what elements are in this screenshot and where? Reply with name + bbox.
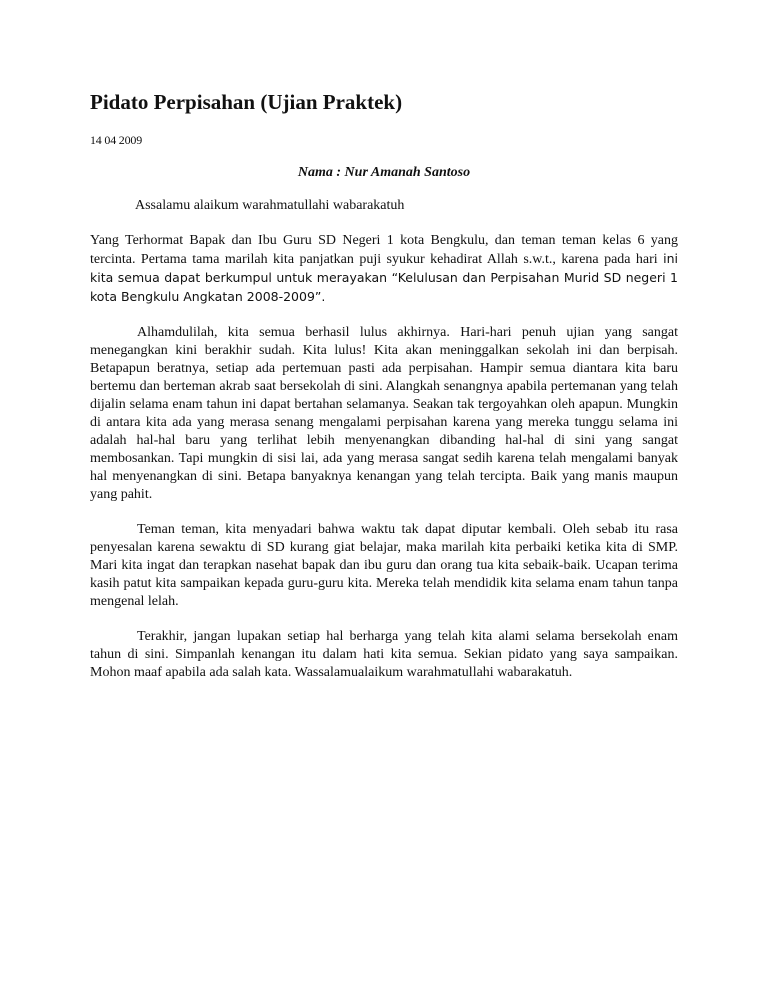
document-date: 14 04 2009	[90, 133, 143, 147]
paragraph-graduation: Alhamdulilah, kita semua berhasil lulus akhirnya. Hari-hari penuh ujian yang sangat menegangkan kini berakhir sudah. Kita lulus! Kita akan meninggalkan sekolah ini dan berpisah. Betapapun beratnya, setiap ada pertemuan pasti ada perpisahan. Hampir semua diantara kita baru bertemu dan berteman akrab saat bersekolah di sini. Alangkah senangnya apabila pertemanan yang telah dijalin selama enam tahun ini dapat bertahan selamanya. Seakan tak tergoyahkan oleh apapun. Mungkin di antara kita ada yang merasa senang mengalami perpisahan karena yang mereka tunggu selama ini adalah hal-hal baru yang terlihat lebih menyenangkan dibanding hal-hal di sini yang sangat membosankan. Tapi mungkin di sisi lai, ada yang merasa sangat sedih karena telah mengalami banyak hal menyenangkan di sini. Betapa banyaknya kenangan yang telah tercipta. Baik yang manis maupun yang pahit.	[90, 325, 678, 502]
paragraph-gratitude: Teman teman, kita menyadari bahwa waktu tak dapat diputar kembali. Oleh sebab itu rasa penyesalan karena sewaktu di SD kurang giat belajar, maka marilah kita perbaiki ketika kita di SMP. Mari kita ingat dan terapkan nasehat bapak dan ibu guru dan orang tua kita sebaik-baik. Ucapan terima kasih patut kita sampaikan kepada guru-guru kita. Mereka telah mendidik kita selama enam tahun tanpa mengenal lelah.	[90, 522, 678, 609]
greeting: Assalamu alaikum warahmatullahi wabarakatuh	[135, 198, 405, 213]
paragraph-closing: Terakhir, jangan lupakan setiap hal berharga yang telah kita alami selama bersekolah enam tahun di sini. Simpanlah kenangan itu dalam hati kita semua. Sekian pidato yang saya sampaikan. Mohon maaf apabila ada salah kata. Wassalamualaikum warahmatullahi wabarakatuh.	[90, 629, 678, 680]
paragraph-opening	[90, 232, 678, 307]
author-name: Nama : Nur Amanah Santoso	[297, 165, 471, 180]
document-page	[90, 88, 678, 696]
paragraph-opening-text: Yang Terhormat Bapak dan Ibu Guru SD Negeri 1 kota Bengkulu, dan teman teman kelas 6 yang tercinta. Pertama tama marilah kita panjatkan puji syukur kehadirat Allah s.w.t., karena pada hari	[90, 233, 678, 267]
paragraph-opening-event-text: ini kita semua dapat berkumpul untuk merayakan “Kelulusan dan Perpisahan Murid SD negeri 1 kota Bengkulu Angkatan 2008-2009”.	[90, 251, 678, 304]
document-title: Pidato Perpisahan (Ujian Praktek)	[90, 90, 403, 114]
